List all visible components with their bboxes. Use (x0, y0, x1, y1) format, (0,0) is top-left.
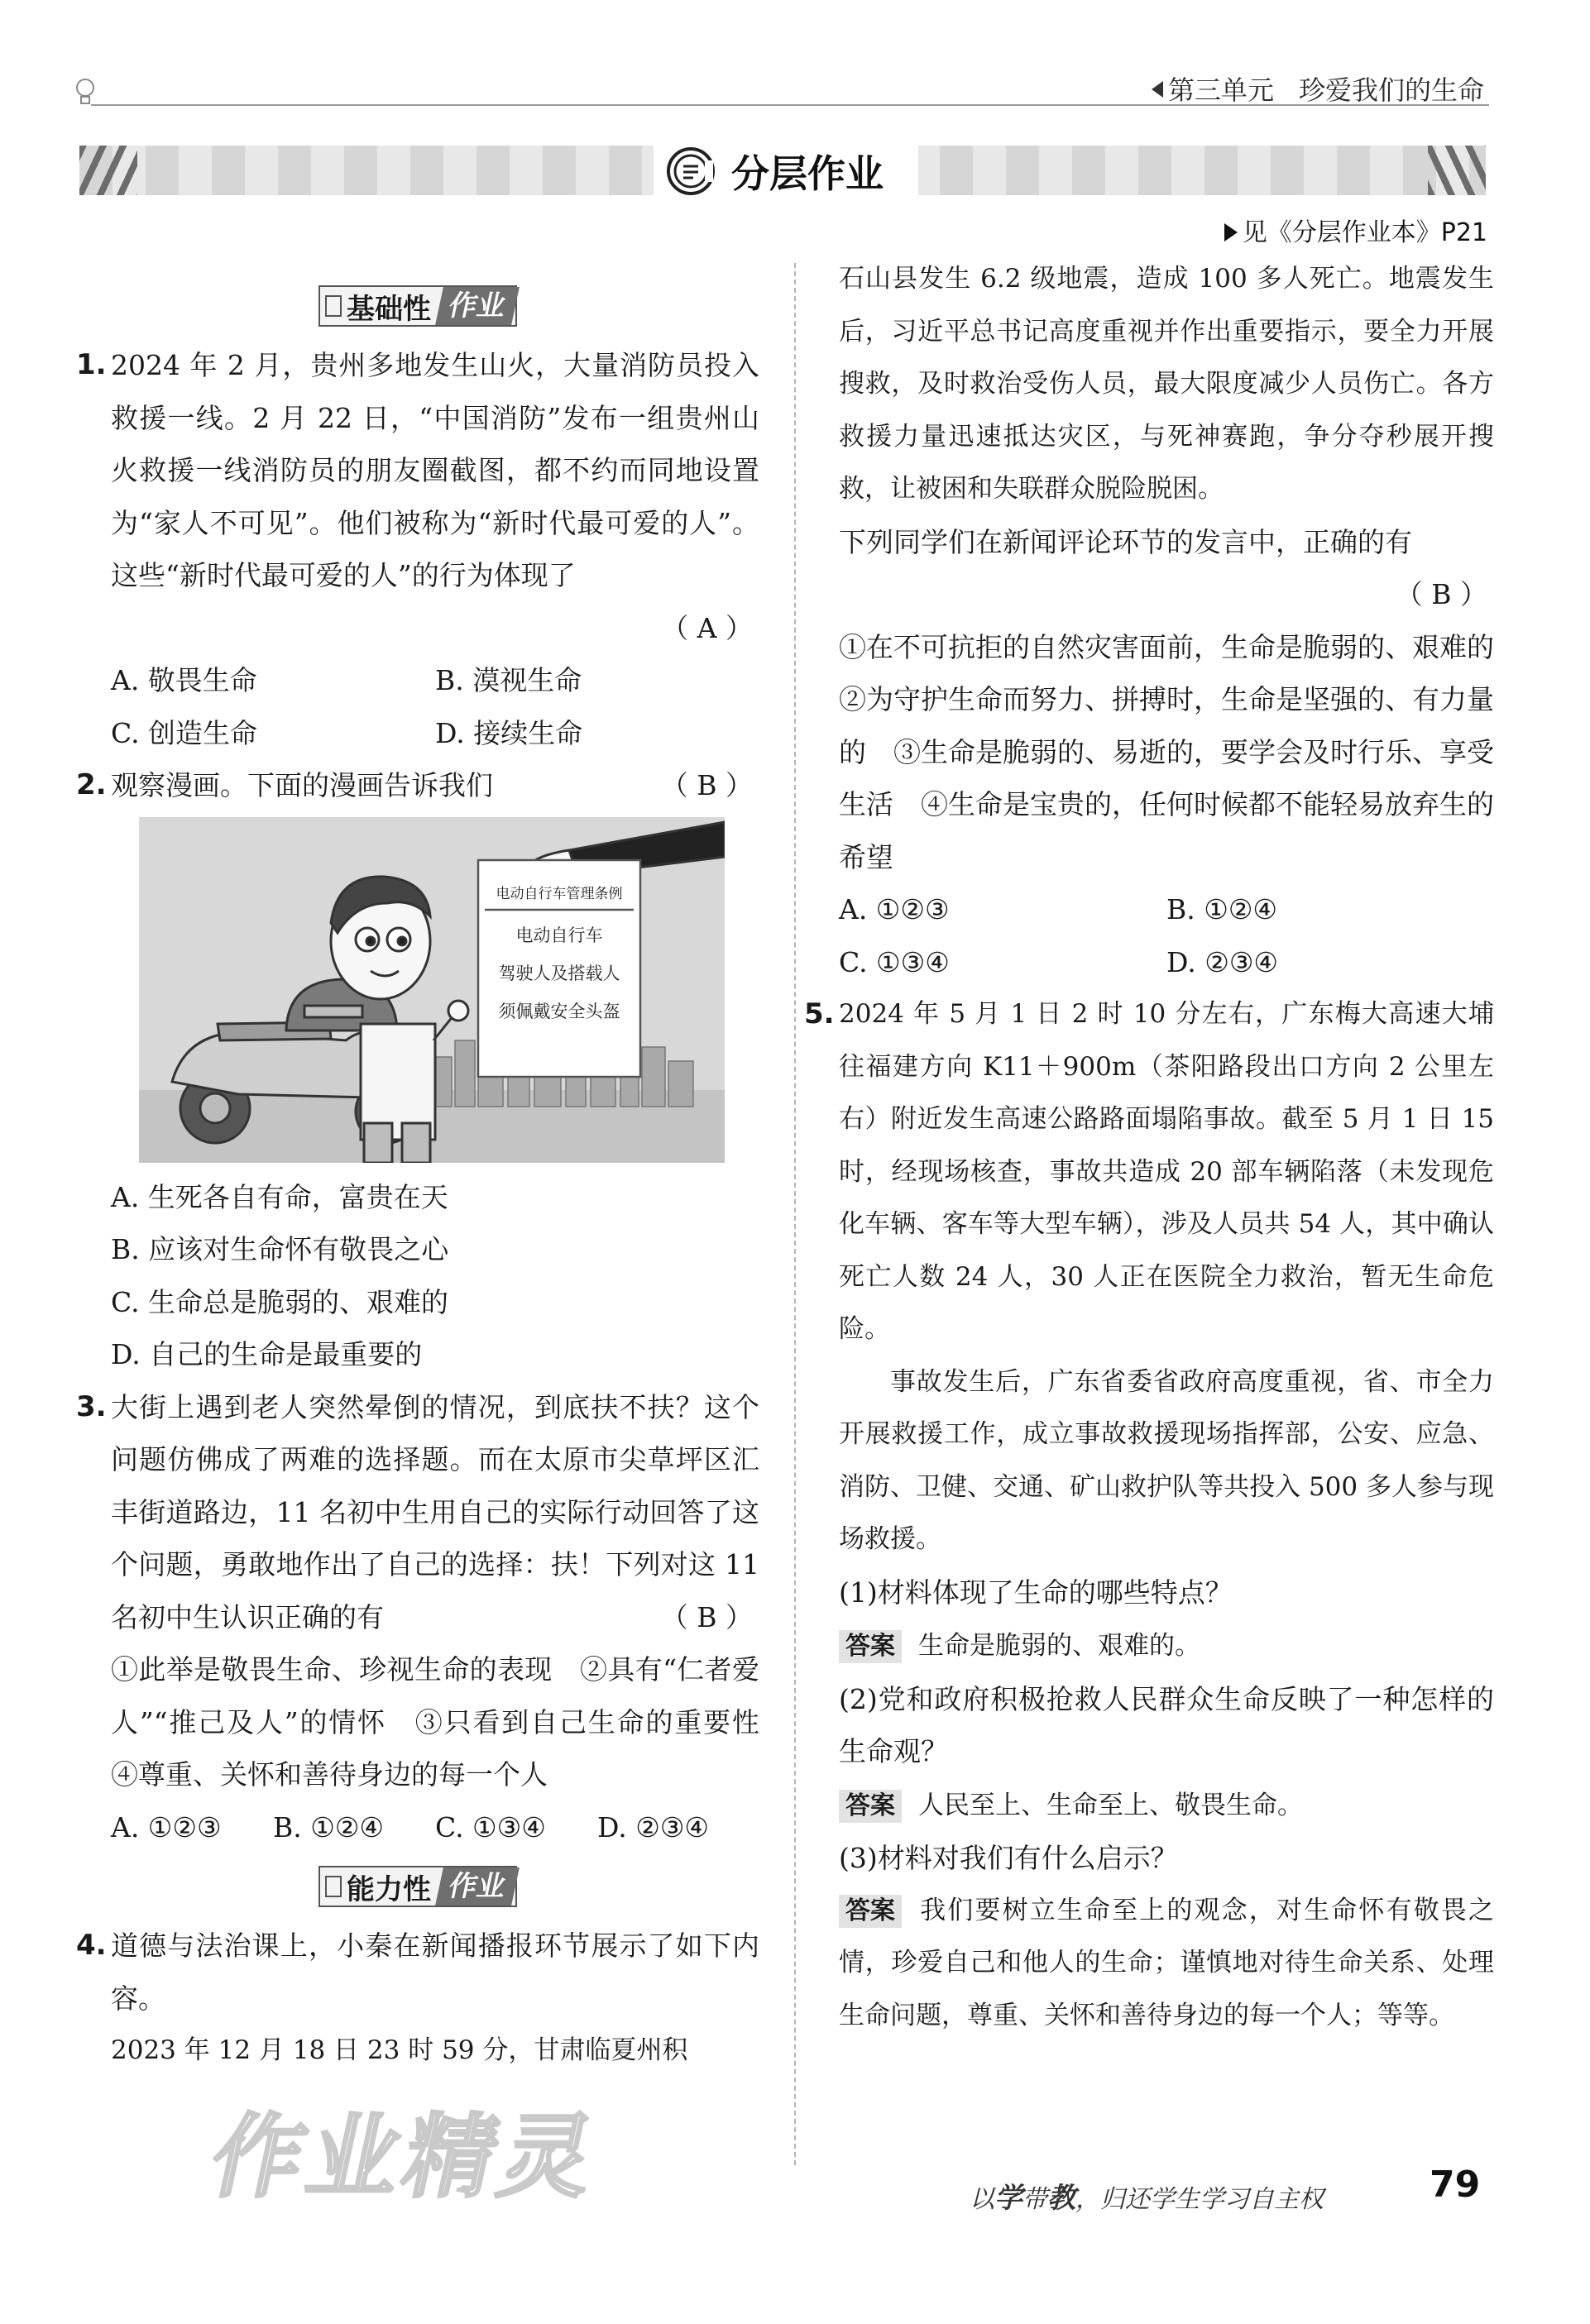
news-text-part-1: 2023 年 12 月 18 日 23 时 59 分，甘肃临夏州积 (111, 2035, 688, 2065)
statement-list: ①此举是敬畏生命、珍视生命的表现 ②具有“仁者爱人”“推己及人”的情怀 ③只看到自己生命的重要性 ④尊重、关怀和善待身边的每一个人 (111, 1653, 787, 1791)
sub-question-3: (3)材料对我们有什么启示？ (839, 1842, 1178, 1874)
sign-title: 电动自行车管理条例 (496, 885, 623, 902)
answer-bracket: （ A ） (661, 611, 753, 644)
answer-1-text: 生命是脆弱的、艰难的。 (918, 1631, 1200, 1661)
watermark-logo: 作业精灵 (202, 2104, 609, 2210)
right-triangle-icon (1224, 223, 1238, 241)
left-column (76, 273, 787, 2078)
answer-label: 答案 (839, 1630, 902, 1663)
section-tag-basic (76, 273, 759, 339)
footer-slogan (970, 2175, 1324, 2216)
section-tag-main: 基础性 (347, 292, 431, 326)
option-d: D. ②③④ (597, 1810, 710, 1843)
banner-title: 分层作业 (731, 151, 884, 196)
right-column (804, 253, 1521, 2042)
question-number: 5. (804, 997, 835, 1030)
question-stem (76, 1920, 759, 2025)
question-3 (76, 1381, 787, 1854)
note-icon (325, 295, 342, 317)
question-prompt: 下列同学们在新闻评论环节的发言中，正确的有 (839, 525, 1412, 558)
options (839, 883, 1494, 988)
section-tag-sub: 作业 (435, 1867, 520, 1906)
column-divider (794, 263, 796, 2165)
question-stem (76, 759, 759, 812)
answer-label: 答案 (839, 1790, 902, 1823)
question-number: 4. (76, 1929, 107, 1962)
unit-label: 第三单元 (1167, 74, 1274, 106)
question-text: 大街上遇到老人突然晕倒的情况，到底扶不扶？这个问题仿佛成了两难的选择题。而在太原市尖草坪区汇丰街道路边，11 名初中生用自己的实际行动回答了这个问题，勇敢地作出了自己的选择：扶！下列对这 11 名初中生认识正确的有 (111, 1390, 759, 1633)
option-a: A. ①②③ (111, 1810, 222, 1843)
option-d: D. 接续生命 (435, 716, 583, 749)
note-icon (325, 1876, 342, 1897)
option-b: B. ①②④ (273, 1810, 384, 1843)
option-d: D. 自己的生命是最重要的 (111, 1338, 423, 1370)
answer-bracket: （ B ） (660, 1600, 753, 1633)
news-text-part-2: 石山县发生 6.2 级地震，造成 100 多人死亡。地震发生后，习近平总书记高度重视并作出重要指示，要全力开展搜救，及时救治受伤人员，最大限度减少人员伤亡。各方救援力量迅速抵达灾区，与死神赛跑，争分夺秒展开搜救，让被困和失联群众脱险脱困。 (839, 264, 1494, 504)
question-5 (804, 988, 1494, 2042)
answer-bracket: （ B ） (1395, 578, 1487, 610)
option-a: A. 生死各自有命，富贵在天 (111, 1180, 448, 1213)
answer-2 (839, 1778, 1494, 1833)
slogan-part-2: 带 (1022, 2185, 1047, 2214)
slogan-learn: 学 (994, 2182, 1022, 2215)
option-c: C. ①③④ (839, 945, 950, 978)
question-text-2: 事故发生后，广东省委省政府高度重视，省、市全力开展救援工作，成立事故救援现场指挥部，公安、应急、消防、卫健、交通、矿山救护队等共投入 500 多人参与现场救援。 (839, 1366, 1494, 1554)
answer-3 (839, 1885, 1494, 2043)
answer-bracket: （ B ） (660, 769, 753, 801)
sub-question-1: (1)材料体现了生命的哪些特点？ (839, 1576, 1233, 1609)
page-number: 79 (1430, 2164, 1481, 2206)
section-tag-box (318, 285, 517, 327)
question-stem (76, 1381, 759, 1644)
cartoon-illustration (139, 817, 725, 1163)
question-text: 道德与法治课上，小秦在新闻播报环节展示了如下内容。 (111, 1929, 759, 2015)
unit-title: 珍爱我们的生命 (1298, 74, 1484, 106)
left-triangle-icon (1152, 81, 1163, 98)
option-c: C. 创造生命 (111, 716, 258, 749)
question-number: 3. (76, 1389, 107, 1423)
option-b: B. 漠视生命 (435, 664, 582, 696)
question-number: 2. (76, 768, 107, 801)
question-stem (76, 339, 759, 602)
sub-question-2: (2)党和政府积极抢救人民群众生命反映了一种怎样的生命观？ (839, 1682, 1494, 1767)
question-2 (76, 759, 759, 1381)
option-b: B. 应该对生命怀有敬畏之心 (111, 1233, 449, 1265)
question-stem (804, 988, 1494, 1356)
sign-line-3: 须佩戴安全头盔 (498, 1001, 620, 1021)
reference-note-text: 见《分层作业本》P21 (1242, 218, 1487, 247)
section-tag-box (318, 1866, 517, 1907)
option-b: B. ①②④ (1166, 893, 1277, 925)
question-1 (76, 339, 759, 759)
answer-1 (839, 1619, 1494, 1673)
slogan-teach: 教 (1047, 2182, 1075, 2215)
banner-stripes-left (79, 146, 137, 195)
question-4 (76, 1920, 759, 2078)
option-d: D. ②③④ (1166, 945, 1279, 978)
section-tag-ability (76, 1853, 759, 1920)
answer-2-text: 人民至上、生命至上、敬畏生命。 (918, 1790, 1303, 1820)
homework-icon (665, 146, 716, 197)
answer-label: 答案 (839, 1895, 902, 1928)
running-head (1152, 69, 1484, 108)
statement-list: ①在不可抗拒的自然灾害面前，生命是脆弱的、艰难的 ②为守护生命而努力、拼搏时，生命是坚强的、有力量的 ③生命是脆弱的、易逝的，要学会及时行乐、享受生活 ④生命是宝贵的，任何时候都不能轻易放弃生的希望 (839, 630, 1521, 873)
options (76, 1171, 759, 1381)
cartoon-drawing (139, 817, 725, 1163)
section-tag-main: 能力性 (347, 1872, 431, 1906)
sub-questions (804, 1566, 1494, 2043)
sign-line-2: 驾驶人及搭载人 (498, 963, 620, 983)
question-number: 1. (76, 348, 107, 381)
option-a: A. 敬畏生命 (111, 664, 257, 696)
section-tag-sub: 作业 (435, 287, 520, 325)
question-text: 2024 年 2 月，贵州多地发生山火，大量消防员投入救援一线。2 月 22 日，“中国消防”发布一组贵州山火救援一线消防员的朋友圈截图，都不约而同地设置为“家人不可见”。他们被称为“新时代最可爱的人”。这些“新时代最可爱的人”的行为体现了 (111, 349, 759, 591)
option-c: C. 生命总是脆弱的、艰难的 (111, 1285, 449, 1318)
options (76, 654, 759, 759)
answer-3-text: 我们要树立生命至上的观念，对生命怀有敬畏之情，珍爱自己和他人的生命；谨慎地对待生命关系、处理生命问题，尊重、关怀和善待身边的每一个人；等等。 (839, 1895, 1494, 2030)
question-text: 观察漫画。下面的漫画告诉我们 (111, 769, 493, 801)
option-c: C. ①③④ (435, 1810, 546, 1843)
question-text: 2024 年 5 月 1 日 2 时 10 分左右，广东梅大高速大埔往福建方向 K11＋900m（茶阳路段出口方向 2 公里左右）附近发生高速公路路面塌陷事故。截至 5 月 1 日 15 时，经现场核查，事故共造成 20 部车辆陷落（未发现危化车辆、客车等大型车辆），涉及人员共 54 人，其中确认死亡人数 24 人，30 人正在医院全力救治，暂无生命危险。 (839, 999, 1494, 1344)
reference-note (1224, 212, 1487, 248)
question-4-continued (839, 253, 1521, 988)
banner-stripes-right (1428, 146, 1486, 195)
options (76, 1801, 759, 1854)
option-a: A. ①②③ (839, 893, 950, 925)
sign-line-1: 电动自行车 (515, 925, 603, 945)
slogan-part-3: ，归还学生学习自主权 (1075, 2185, 1324, 2214)
slogan-part-1: 以 (970, 2185, 994, 2214)
